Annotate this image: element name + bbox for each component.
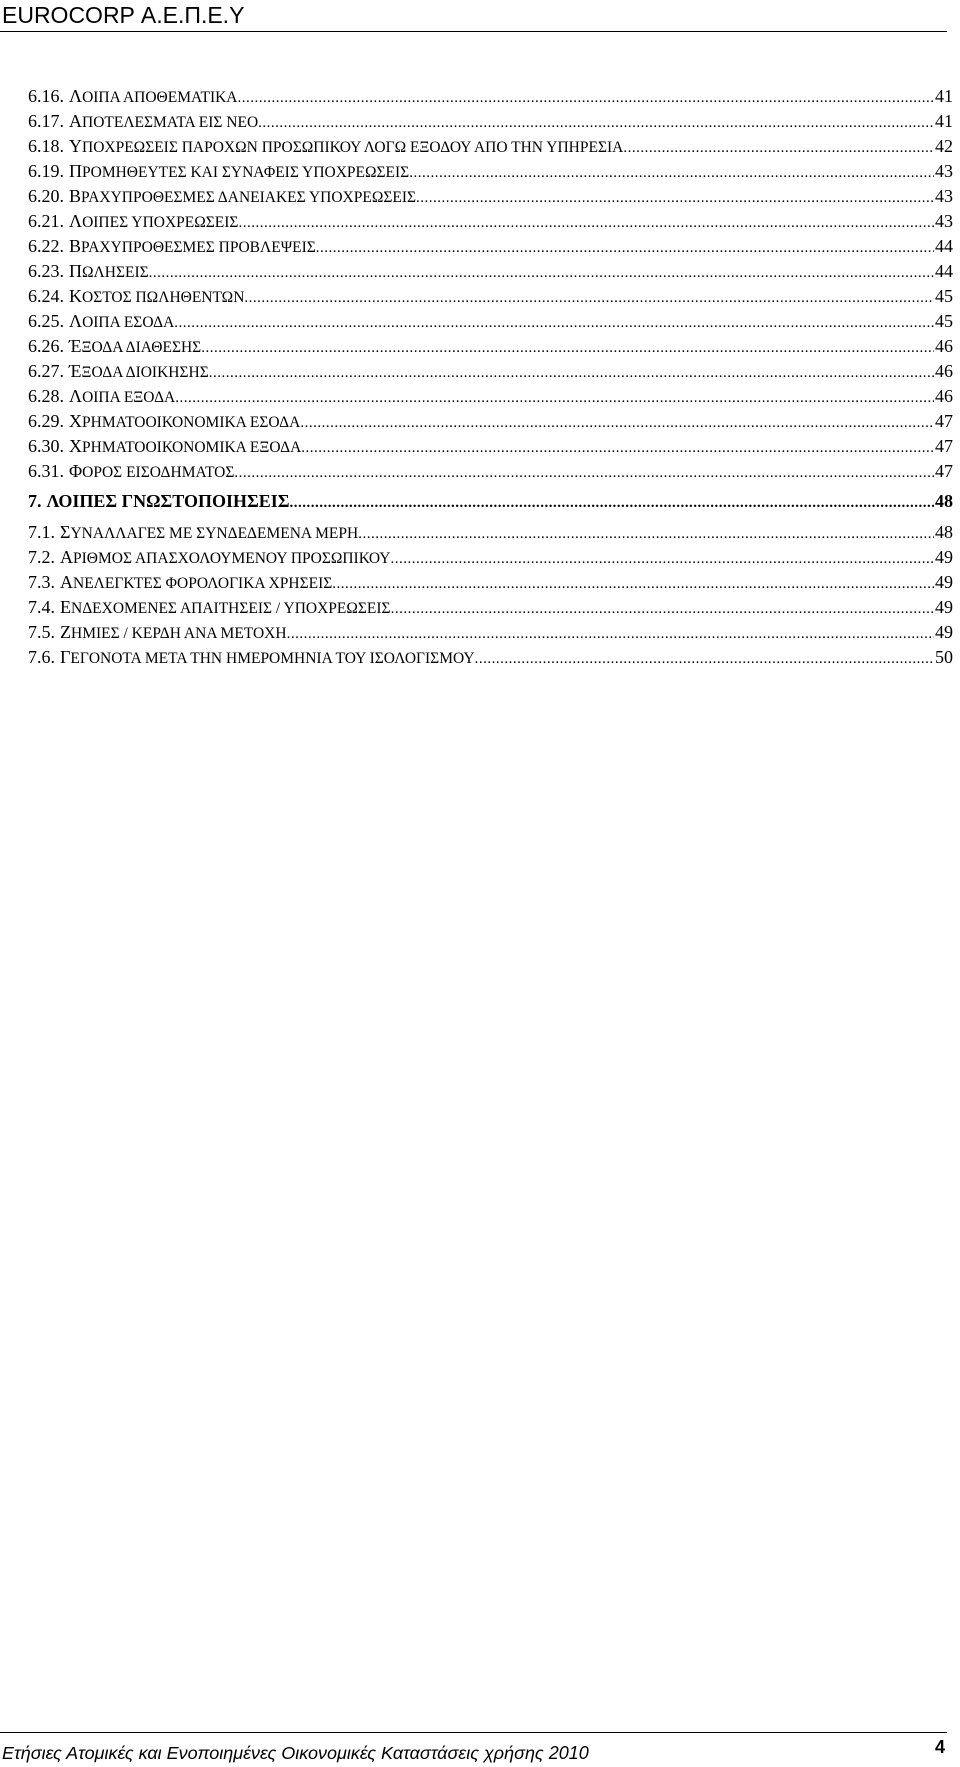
toc-entry[interactable] xyxy=(28,184,953,209)
toc-entry-number: 6.18. xyxy=(28,136,64,156)
toc-entry-number: 7.5. xyxy=(28,622,55,642)
toc-entry-title-initial: Λ xyxy=(69,311,83,331)
toc-entry-title-rest: ΞΟΔΑ ΔΙΑΘΕΣΗΣ xyxy=(81,339,202,356)
toc-entry-title-initial: Π xyxy=(69,261,82,281)
toc-entry-title xyxy=(64,184,416,209)
toc-entry-number: 7.2. xyxy=(28,547,55,567)
toc-entry-title-initial: Φ xyxy=(69,461,83,481)
toc-entry-number: 6.23. xyxy=(28,261,64,281)
toc-entry-page: 46 xyxy=(935,361,953,381)
toc-dot-leader xyxy=(300,411,934,434)
toc-entry-title-rest: ΡΑΧΥΠΡΟΘΕΣΜΕΣ ΠΡΟΒΛΕΨΕΙΣ xyxy=(81,239,316,256)
toc-entry-page: 45 xyxy=(935,286,953,306)
toc-entry-title xyxy=(64,384,175,409)
toc-entry[interactable] xyxy=(28,134,953,159)
toc-entry[interactable] xyxy=(28,109,953,134)
toc-dot-leader xyxy=(623,136,934,159)
toc-dot-leader xyxy=(149,261,934,284)
toc-entry-title-rest: ΥΝΑΛΛΑΓΕΣ ΜΕ ΣΥΝΔΕΔΕΜΕΝΑ ΜΕΡΗ xyxy=(70,525,359,542)
toc-dot-leader xyxy=(209,361,934,384)
toc-entry-page: 43 xyxy=(935,211,953,231)
toc-entry-number: 6.19. xyxy=(28,161,64,181)
toc-entry[interactable] xyxy=(28,209,953,234)
toc-entry-title-rest: ΞΟΔΑ ΔΙΟΙΚΗΣΗΣ xyxy=(81,364,209,381)
toc-entry-page: 48 xyxy=(935,522,953,542)
toc-entry-title-rest: ΟΡΟΣ ΕΙΣΟΔΗΜΑΤΟΣ xyxy=(82,464,235,481)
toc-entry-number: 6.24. xyxy=(28,286,64,306)
toc-entry-page: 44 xyxy=(935,261,953,281)
toc-entry-title-rest: ΟΣΤΟΣ ΠΩΛΗΘΕΝΤΩΝ xyxy=(82,289,245,306)
toc-dot-leader xyxy=(358,522,934,545)
toc-entry[interactable] xyxy=(28,284,953,309)
toc-entry-title-initial: Χ xyxy=(69,411,82,431)
toc-entry[interactable] xyxy=(28,384,953,409)
toc-entry-title xyxy=(64,459,234,484)
toc-entry-title xyxy=(64,84,238,109)
toc-entry-number: 6.20. xyxy=(28,186,64,206)
toc-entry-title-rest: ΡΟΜΗΘΕΥΤΕΣ ΚΑΙ ΣΥΝΑΦΕΙΣ ΥΠΟΧΡΕΩΣΕΙΣ xyxy=(82,164,410,181)
toc-entry-number: 6.21. xyxy=(28,211,64,231)
toc-entry[interactable] xyxy=(28,620,953,645)
toc-dot-leader xyxy=(258,111,934,134)
toc-entry[interactable] xyxy=(28,570,953,595)
toc-entry-title xyxy=(64,109,258,134)
toc-entry-title-initial: Ζ xyxy=(60,622,71,642)
toc-entry-page: 48 xyxy=(935,491,953,511)
toc-entry-page: 44 xyxy=(935,236,953,256)
toc-entry-title-initial: Α xyxy=(69,111,82,131)
page-header xyxy=(0,0,947,32)
toc-dot-leader xyxy=(174,311,934,334)
toc-entry-title-rest: ΗΜΙΕΣ / ΚΕΡΔΗ ΑΝΑ ΜΕΤΟΧΗ xyxy=(71,625,287,642)
toc-entry-number: 7. xyxy=(28,491,42,511)
toc-dot-leader xyxy=(238,211,934,234)
toc-entry-title-rest: ΡΑΧΥΠΡΟΘΕΣΜΕΣ ΔΑΝΕΙΑΚΕΣ ΥΠΟΧΡΕΩΣΕΙΣ xyxy=(81,189,417,206)
toc-entry-number: 6.27. xyxy=(28,361,64,381)
toc-entry-title xyxy=(42,489,290,514)
toc-entry-title-rest: ΕΓΟΝΟΤΑ ΜΕΤΑ ΤΗΝ ΗΜΕΡΟΜΗΝΙΑ ΤΟΥ ΙΣΟΛΟΓΙΣΜΟΥ xyxy=(70,650,475,667)
toc-entry-title xyxy=(64,309,174,334)
toc-entry-title xyxy=(64,209,238,234)
toc-entry-title xyxy=(64,359,209,384)
toc-entry-title-initial: Β xyxy=(69,186,82,206)
toc-entry[interactable] xyxy=(28,520,953,545)
toc-entry-title-rest: ΝΕΛΕΓΚΤΕΣ ΦΟΡΟΛΟΓΙΚΑ ΧΡΗΣΕΙΣ xyxy=(73,575,333,592)
toc-entry-title-rest: ΛΟΙΠΕΣ ΓΝΩΣΤΟΠΟΙΗΣΕΙΣ xyxy=(46,491,290,511)
toc-entry-title-initial: Υ xyxy=(69,136,82,156)
toc-entry-title-rest: ΟΙΠΕΣ ΥΠΟΧΡΕΩΣΕΙΣ xyxy=(82,214,239,231)
toc-dot-leader xyxy=(391,597,934,620)
toc-entry-title xyxy=(64,409,300,434)
toc-entry-title-initial: Χ xyxy=(69,436,82,456)
toc-entry[interactable] xyxy=(28,234,953,259)
toc-entry[interactable] xyxy=(28,409,953,434)
toc-entry-title-initial: Έ xyxy=(69,361,82,381)
toc-entry-title-initial: Λ xyxy=(69,86,83,106)
toc-entry-page: 41 xyxy=(935,111,953,131)
toc-entry-number: 7.4. xyxy=(28,597,55,617)
toc-entry-title xyxy=(64,284,244,309)
toc-entry-title-rest: ΠΟΧΡΕΩΣΕΙΣ ΠΑΡΟΧΩΝ ΠΡΟΣΩΠΙΚΟΥ ΛΟΓΩ ΕΞΟΔΟΥ ΑΠΟ ΤΗΝ ΥΠΗΡΕΣΙΑ xyxy=(82,139,624,156)
toc-entry[interactable] xyxy=(28,334,953,359)
toc-entry-title-rest: ΟΙΠΑ ΕΞΟΔΑ xyxy=(82,389,176,406)
toc-entry-page: 49 xyxy=(935,622,953,642)
toc-dot-leader xyxy=(301,436,934,459)
toc-dot-leader xyxy=(290,491,934,514)
toc-entry-title-rest: ΝΔΕΧΟΜΕΝΕΣ ΑΠΑΙΤΗΣΕΙΣ / ΥΠΟΧΡΕΩΣΕΙΣ xyxy=(71,600,391,617)
toc-entry-title xyxy=(55,545,390,570)
toc-entry-title-initial: Λ xyxy=(69,386,83,406)
toc-dot-leader xyxy=(238,86,934,109)
toc-entry-number: 6.16. xyxy=(28,86,64,106)
toc-entry-number: 6.30. xyxy=(28,436,64,456)
toc-dot-leader xyxy=(416,186,934,209)
toc-entry-number: 6.25. xyxy=(28,311,64,331)
toc-entry-title-rest: ΟΙΠΑ ΕΣΟΔΑ xyxy=(82,314,175,331)
toc-entry-page: 43 xyxy=(935,186,953,206)
footer-text: Ετήσιες Ατομικές και Ενοποιημένες Οικονομικές Καταστάσεις χρήσης 2010 xyxy=(2,1743,589,1763)
toc-entry-title xyxy=(64,259,149,284)
toc-entry-title xyxy=(64,434,301,459)
toc-entry-title-initial: Έ xyxy=(69,336,82,356)
toc-dot-leader xyxy=(316,236,934,259)
toc-entry[interactable] xyxy=(28,489,953,514)
toc-entry-number: 6.29. xyxy=(28,411,64,431)
page-number: 4 xyxy=(934,1737,945,1757)
toc-entry-page: 49 xyxy=(935,547,953,567)
toc-entry-number: 6.28. xyxy=(28,386,64,406)
toc-entry-title xyxy=(64,159,409,184)
toc-entry-number: 6.26. xyxy=(28,336,64,356)
toc-entry[interactable] xyxy=(28,645,953,670)
toc-entry-title xyxy=(55,595,391,620)
toc-entry-number: 6.22. xyxy=(28,236,64,256)
toc-entry-title-initial: Λ xyxy=(69,211,83,231)
toc-entry-page: 46 xyxy=(935,386,953,406)
toc-entry[interactable] xyxy=(28,359,953,384)
toc-entry-page: 46 xyxy=(935,336,953,356)
toc-entry-title xyxy=(55,620,287,645)
toc-entry-page: 49 xyxy=(935,597,953,617)
toc-entry-page: 45 xyxy=(935,311,953,331)
toc-dot-leader xyxy=(201,336,934,359)
table-of-contents xyxy=(28,84,953,670)
toc-entry-number: 7.6. xyxy=(28,647,55,667)
toc-entry-page: 47 xyxy=(935,461,953,481)
toc-dot-leader xyxy=(175,386,934,409)
toc-entry[interactable] xyxy=(28,84,953,109)
toc-entry[interactable] xyxy=(28,159,953,184)
toc-entry-title-rest: ΟΙΠΑ ΑΠΟΘΕΜΑΤΙΚΑ xyxy=(82,89,238,106)
toc-dot-leader xyxy=(475,647,934,670)
company-title: EUROCORP Α.Ε.Π.Ε.Υ xyxy=(2,2,245,28)
toc-dot-leader xyxy=(409,161,934,184)
toc-entry-title xyxy=(64,234,316,259)
toc-entry-page: 47 xyxy=(935,436,953,456)
toc-dot-leader xyxy=(390,547,934,570)
toc-entry-page: 50 xyxy=(935,647,953,667)
toc-entry-number: 6.17. xyxy=(28,111,64,131)
toc-entry[interactable] xyxy=(28,434,953,459)
toc-entry-title-rest: ΡΙΘΜΟΣ ΑΠΑΣΧΟΛΟΥΜΕΝΟΥ ΠΡΟΣΩΠΙΚΟΥ xyxy=(73,550,391,567)
toc-entry-page: 49 xyxy=(935,572,953,592)
toc-entry-title-initial: Π xyxy=(69,161,82,181)
toc-entry-number: 7.3. xyxy=(28,572,55,592)
toc-entry-title-rest: ΡΗΜΑΤΟΟΙΚΟΝΟΜΙΚΑ ΕΣΟΔΑ xyxy=(82,414,301,431)
toc-entry-page: 47 xyxy=(935,411,953,431)
toc-entry-title-rest: ΩΛΗΣΕΙΣ xyxy=(82,264,149,281)
page-footer xyxy=(0,1732,947,1767)
toc-entry-title xyxy=(55,570,332,595)
toc-entry-title xyxy=(55,520,358,545)
toc-entry-title-initial: Α xyxy=(60,572,73,592)
toc-entry-title-initial: Α xyxy=(60,547,73,567)
toc-entry-title-initial: Γ xyxy=(60,647,71,667)
toc-entry-page: 41 xyxy=(935,86,953,106)
toc-entry-title-rest: ΡΗΜΑΤΟΟΙΚΟΝΟΜΙΚΑ ΕΞΟΔΑ xyxy=(82,439,302,456)
toc-dot-leader xyxy=(332,572,934,595)
toc-dot-leader xyxy=(244,286,934,309)
toc-entry-title-initial: Β xyxy=(69,236,82,256)
toc-entry-page: 43 xyxy=(935,161,953,181)
toc-dot-leader xyxy=(287,622,934,645)
toc-entry[interactable] xyxy=(28,459,953,484)
toc-entry-title-initial: Ε xyxy=(60,597,71,617)
toc-entry-number: 6.31. xyxy=(28,461,64,481)
toc-entry-page: 42 xyxy=(935,136,953,156)
toc-entry[interactable] xyxy=(28,595,953,620)
toc-entry[interactable] xyxy=(28,545,953,570)
toc-dot-leader xyxy=(234,461,934,484)
toc-entry-title-initial: Κ xyxy=(69,286,82,306)
toc-entry[interactable] xyxy=(28,259,953,284)
toc-entry-number: 7.1. xyxy=(28,522,55,542)
toc-entry-title-rest: ΠΟΤΕΛΕΣΜΑΤΑ ΕΙΣ ΝΕΟ xyxy=(82,114,259,131)
toc-entry-title-initial: Σ xyxy=(60,522,71,542)
toc-entry[interactable] xyxy=(28,309,953,334)
toc-entry-title xyxy=(55,645,475,670)
toc-entry-title xyxy=(64,134,623,159)
toc-entry-title xyxy=(64,334,201,359)
